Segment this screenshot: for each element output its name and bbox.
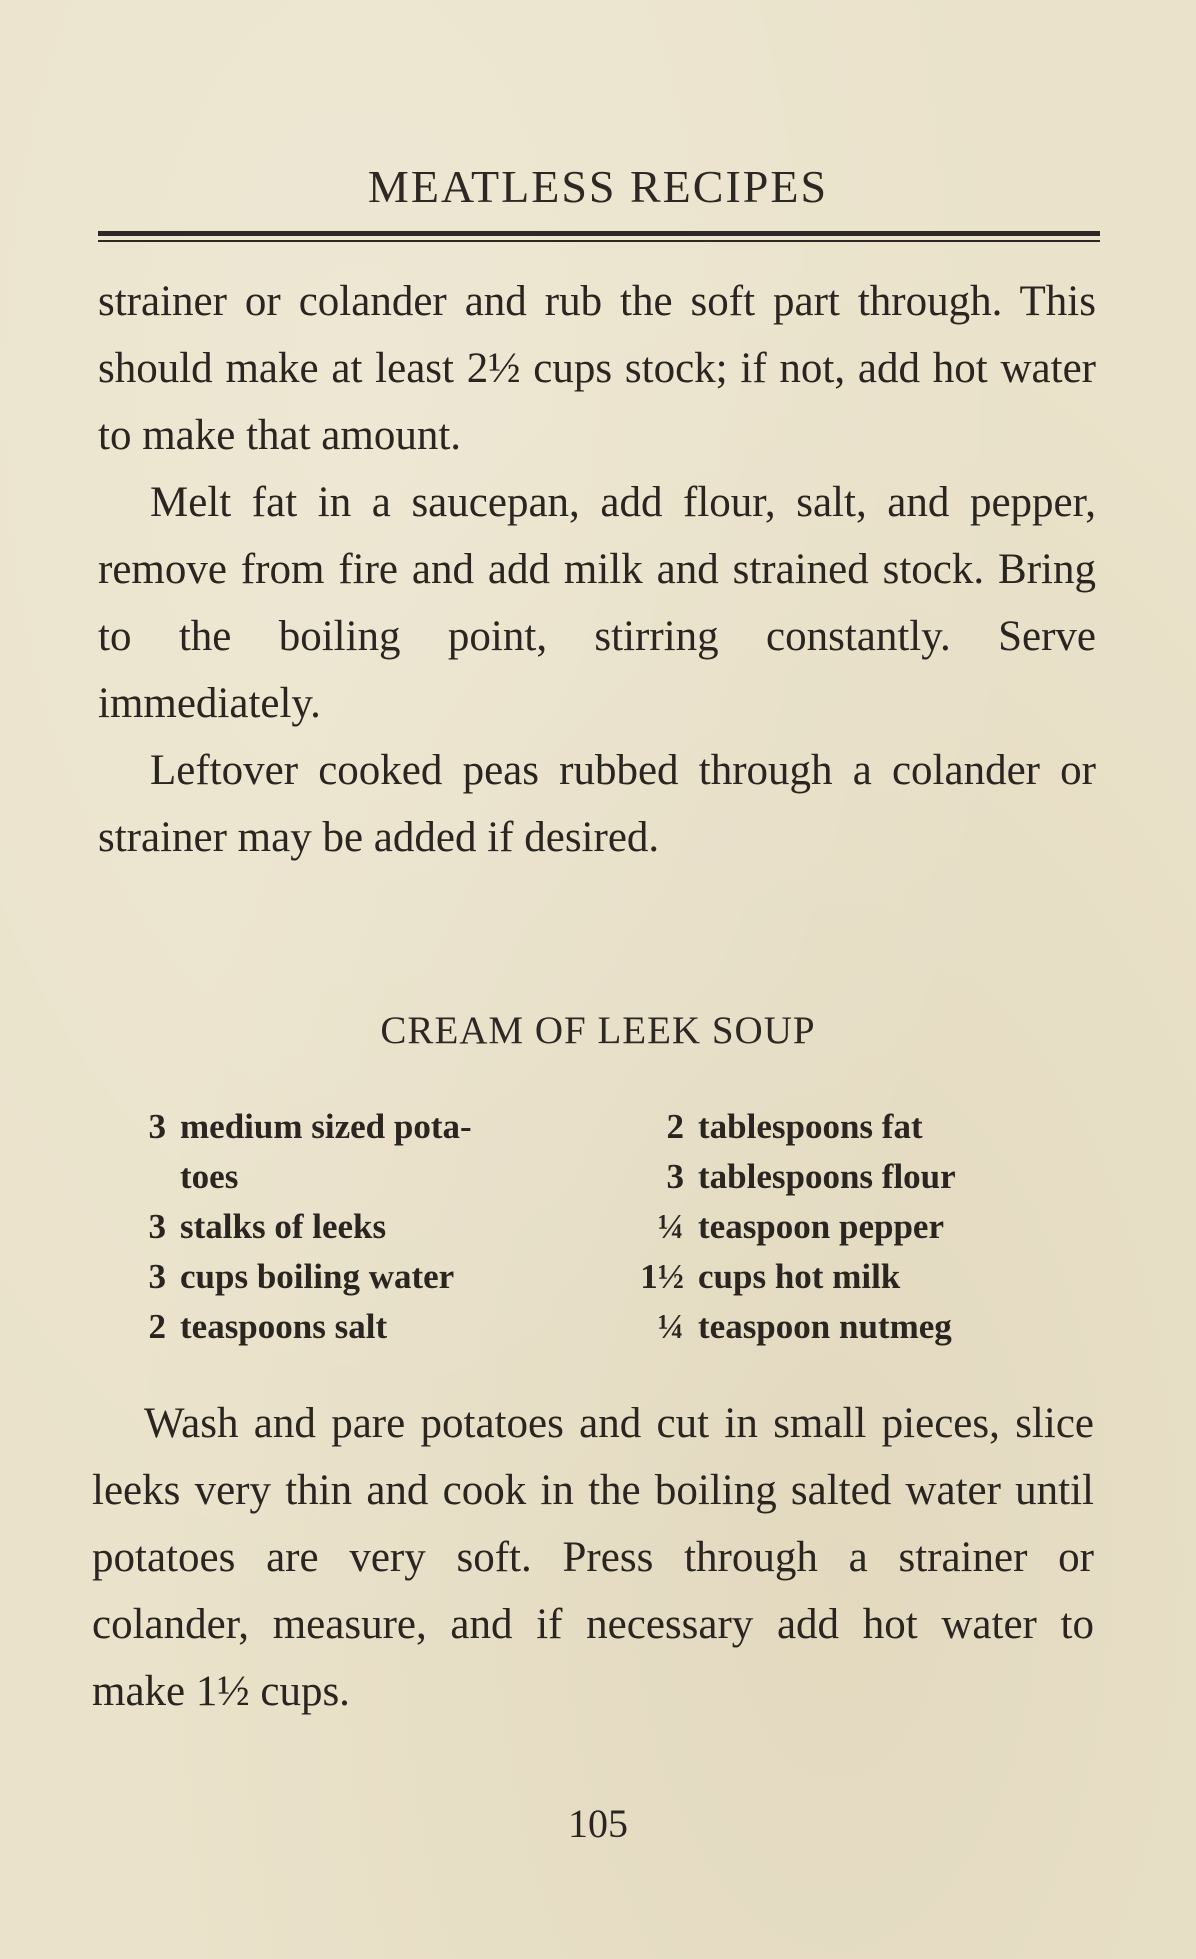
header-rule bbox=[98, 231, 1100, 243]
ingredient-quantity: 2 bbox=[666, 1107, 684, 1146]
ingredient-text: teaspoon nutmeg bbox=[698, 1307, 952, 1346]
ingredient-text: teaspoons salt bbox=[180, 1307, 388, 1346]
recipe-title: CREAM OF LEEK SOUP bbox=[380, 1009, 816, 1052]
continuation-paragraph: Leftover cooked peas rubbed through a colander or strainer may be added if desired. bbox=[98, 747, 1096, 861]
ingredient-quantity: 3 bbox=[666, 1157, 684, 1196]
ingredient-item bbox=[624, 1302, 1068, 1352]
ingredient-continuation: toes bbox=[180, 1157, 239, 1196]
header-rule-thick bbox=[98, 231, 1100, 236]
ingredient-item bbox=[138, 1202, 598, 1252]
ingredient-text: tablespoons fat bbox=[698, 1107, 923, 1146]
continuation-text bbox=[98, 268, 1096, 871]
ingredient-column-left bbox=[138, 1102, 598, 1352]
ingredient-column-right bbox=[624, 1102, 1068, 1352]
ingredient-item bbox=[624, 1102, 1068, 1152]
ingredient-quantity: ¼ bbox=[657, 1207, 684, 1246]
method-paragraph: Wash and pare potatoes and cut in small pieces, slice leeks very thin and cook in the boiling salted water until potatoes are very soft. Press through a strainer or colander, measure, and if necessary add hot water to make 1½ cups. bbox=[92, 1400, 1094, 1715]
ingredient-quantity: 3 bbox=[148, 1257, 166, 1296]
ingredient-text: teaspoon pepper bbox=[698, 1207, 944, 1246]
ingredient-text: tablespoons flour bbox=[698, 1157, 956, 1196]
ingredient-item bbox=[624, 1202, 1068, 1252]
ingredient-quantity: ¼ bbox=[657, 1307, 684, 1346]
ingredient-quantity: 3 bbox=[148, 1107, 166, 1146]
ingredient-item bbox=[138, 1252, 598, 1302]
running-head: MEATLESS RECIPES bbox=[367, 161, 829, 212]
ingredient-item bbox=[624, 1252, 1068, 1302]
ingredient-quantity: 1½ bbox=[640, 1257, 684, 1296]
ingredient-quantity: 2 bbox=[148, 1307, 166, 1346]
ingredient-quantity: 3 bbox=[148, 1207, 166, 1246]
ingredient-item bbox=[138, 1102, 598, 1152]
ingredient-text: medium sized pota- bbox=[180, 1107, 472, 1146]
ingredient-item bbox=[624, 1152, 1068, 1202]
header-rule-thin bbox=[98, 240, 1100, 242]
ingredient-text: cups hot milk bbox=[698, 1257, 901, 1296]
continuation-paragraph: strainer or colander and rub the soft part through. This should make at least 2½ cups stock; if not, add hot water to make that amount. bbox=[98, 278, 1096, 459]
ingredient-text: stalks of leeks bbox=[180, 1207, 387, 1246]
recipe-method bbox=[92, 1390, 1094, 1725]
continuation-paragraph: Melt fat in a saucepan, add flour, salt, and pepper, remove from fire and add milk and strained stock. Bring to the boiling point, stirring constantly. Serve immediately. bbox=[98, 479, 1096, 727]
ingredient-item bbox=[138, 1302, 598, 1352]
ingredient-text: cups boiling water bbox=[180, 1257, 455, 1296]
page-number: 105 bbox=[568, 1801, 628, 1846]
